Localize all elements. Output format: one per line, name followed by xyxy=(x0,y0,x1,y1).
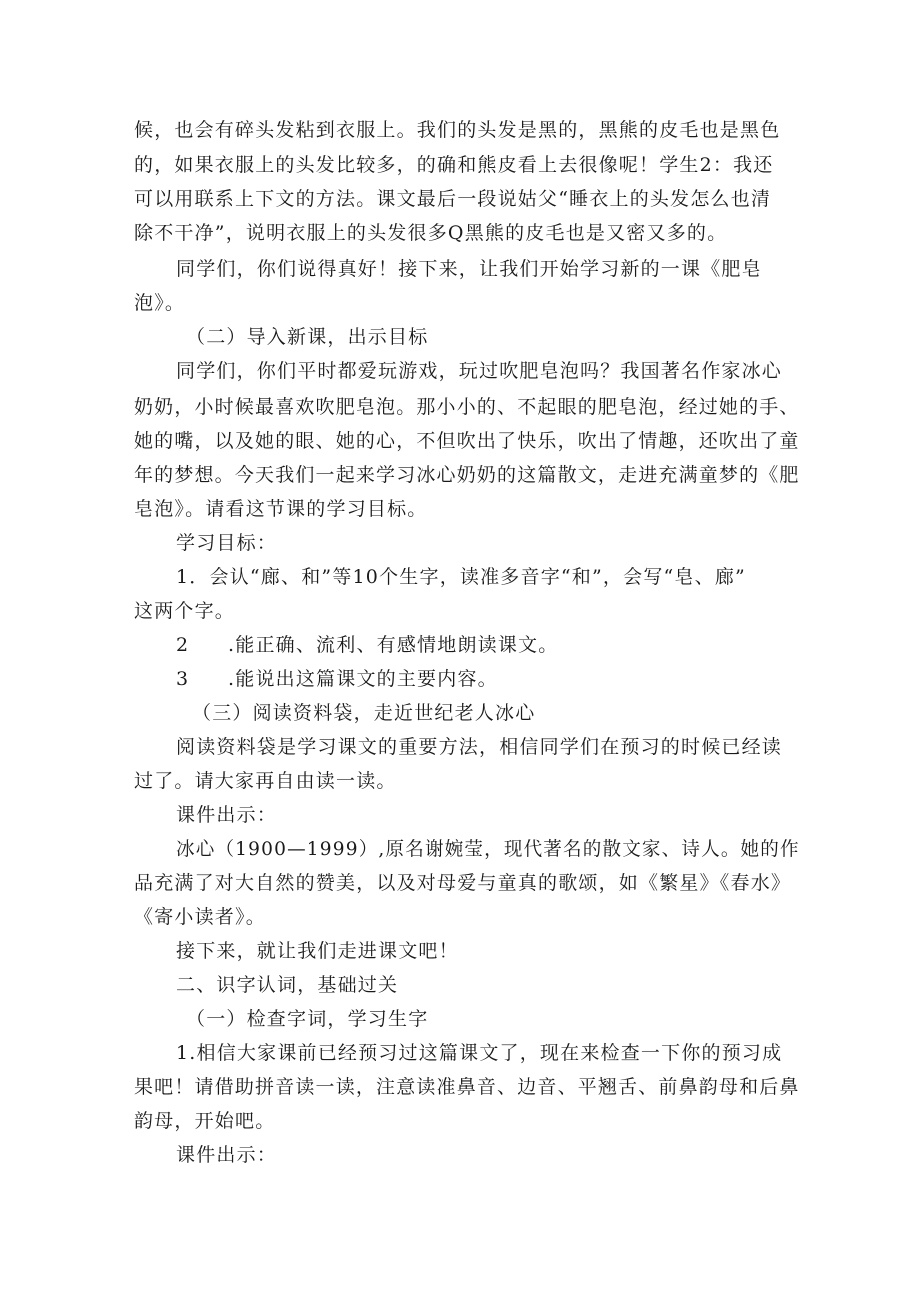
text-line: 《寄小读者》。 xyxy=(134,906,266,928)
text-line: 阅读资料袋是学习课文的重要方法，相信同学们在预习的时候已经读 xyxy=(176,736,783,758)
list-number: 2 xyxy=(176,634,190,656)
list-number: 3 xyxy=(176,668,190,690)
section-heading: （三）阅读资料袋，走近世纪老人冰心 xyxy=(192,702,536,724)
text-line: 课件出示： xyxy=(176,804,278,826)
text-line: 皂泡》。请看这节课的学习目标。 xyxy=(134,498,428,520)
text-line: 可以用联系上下文的方法。课文最后一段说姑父“睡衣上的头发怎么也清 xyxy=(134,188,772,210)
text-line: 奶奶，小时候最喜欢吹肥皂泡。那小小的、不起眼的肥皂泡，经过她的手、 xyxy=(134,396,800,418)
text-line: 泡》。 xyxy=(134,292,186,314)
text-line: 1．会认“廊、和”等10个生字，读准多音字“和”，会写“皂、廊” xyxy=(176,566,746,588)
text-line: 韵母，开始吧。 xyxy=(134,1110,276,1132)
section-heading: （一）检查字词，学习生字 xyxy=(186,1008,429,1030)
text-line: 她的嘴，以及她的眼、她的心，不但吹出了快乐，吹出了情趣，还吹出了童 xyxy=(134,430,800,452)
text-line: 过了。请大家再自由读一读。 xyxy=(134,770,397,792)
text-line: .能说出这篇课文的主要内容。 xyxy=(228,668,498,690)
text-line: 1.相信大家课前已经预习过这篇课文了，现在来检查一下你的预习成 xyxy=(176,1042,783,1064)
text-line: 品充满了对大自然的赞美，以及对母爱与童真的歌颂，如《繁星》《春水》 xyxy=(134,872,792,894)
text-line: 接下来，就让我们走进课文吧！ xyxy=(176,940,459,962)
text-line: .能正确、流利、有感情地朗读课文。 xyxy=(228,634,559,656)
text-line: 同学们，你们平时都爱玩游戏，玩过吹肥皂泡吗？我国著名作家冰心 xyxy=(176,360,783,382)
text-line: 课件出示： xyxy=(176,1144,278,1166)
text-line: 这两个字。 xyxy=(134,600,236,622)
text-line: 同学们，你们说得真好！接下来，让我们开始学习新的一课《肥皂 xyxy=(176,258,762,280)
text-line: 除不干净”，说明衣服上的头发很多Q黑熊的皮毛也是又密又多的。 xyxy=(134,222,728,244)
text-line: 年的梦想。今天我们一起来学习冰心奶奶的这篇散文，走进充满童梦的《肥 xyxy=(134,464,800,486)
text-line: 冰心（1900—1999）,原名谢婉莹，现代著名的散文家、诗人。她的作 xyxy=(176,838,800,860)
section-heading: 二、识字认词，基础过关 xyxy=(176,974,399,996)
text-line: 候，也会有碎头发粘到衣服上。我们的头发是黑的，黑熊的皮毛也是黑色 xyxy=(134,119,781,141)
section-heading: （二）导入新课，出示目标 xyxy=(186,326,429,348)
text-line: 的，如果衣服上的头发比较多，的确和熊皮看上去很像呢！学生2：我还 xyxy=(134,154,774,176)
text-line: 学习目标： xyxy=(176,532,278,554)
text-line: 果吧！请借助拼音读一读，注意读准鼻音、边音、平翘舌、前鼻韵母和后鼻 xyxy=(134,1076,800,1098)
